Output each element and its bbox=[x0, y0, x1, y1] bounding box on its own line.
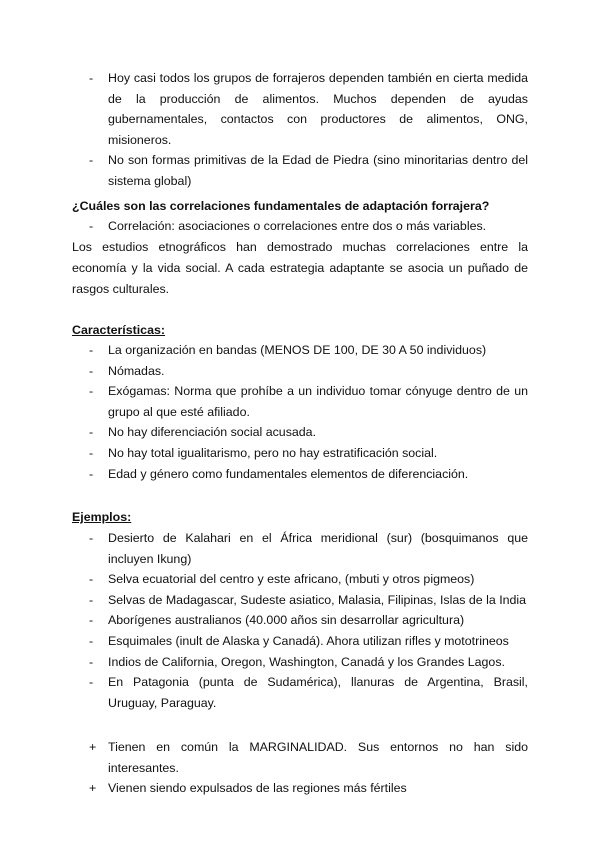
bullet-marker: - bbox=[89, 343, 94, 357]
list-item-text: Hoy casi todos los grupos de forrajeros dependen también en cierta medida de la producción de alimentos. Muchos dependen de ayudas gubernamentales, contactos con productores de alimentos, ONG, misioneros. bbox=[108, 71, 528, 147]
bullet-marker: - bbox=[89, 71, 94, 85]
list-item bbox=[0, 590, 600, 611]
list-item bbox=[0, 216, 600, 237]
closing-bullet-list bbox=[0, 737, 600, 799]
bullet-marker: - bbox=[89, 466, 94, 481]
examples-heading: Ejemplos: bbox=[72, 510, 132, 524]
bullet-marker: - bbox=[89, 219, 94, 233]
list-item-text: Indios de California, Oregon, Washington, Canadá y los Grandes Lagos. bbox=[108, 654, 505, 669]
correlations-paragraph: Los estudios etnográficos han demostrado muchas correlaciones entre la economía y la vida social. A cada estrategia adaptante se asocia un puñado de rasgos culturales. bbox=[72, 240, 528, 296]
list-item bbox=[0, 361, 600, 382]
list-item bbox=[0, 778, 600, 799]
intro-bullet-list bbox=[0, 68, 600, 192]
list-item bbox=[0, 631, 600, 652]
bullet-marker: - bbox=[89, 613, 94, 628]
list-item-text: Esquimales (inult de Alaska y Canadá). Ahora utilizan rifles y mototrineos bbox=[108, 633, 509, 648]
list-item bbox=[0, 443, 600, 464]
bullet-marker: - bbox=[89, 363, 94, 378]
list-item bbox=[0, 68, 600, 150]
list-item bbox=[0, 150, 600, 191]
list-item-text: Nómadas. bbox=[108, 363, 165, 378]
bullet-marker: + bbox=[89, 781, 97, 796]
bullet-marker: - bbox=[89, 531, 94, 545]
list-item bbox=[0, 464, 600, 485]
list-item-text: Vienen siendo expulsados de las regiones más fértiles bbox=[108, 781, 407, 796]
list-item bbox=[0, 422, 600, 443]
list-item-text: No son formas primitivas de la Edad de Piedra (sino minoritarias dentro del sistema global) bbox=[108, 153, 528, 188]
characteristics-bullet-list bbox=[0, 340, 600, 484]
list-item-text: En Patagonia (punta de Sudamérica), llanuras de Argentina, Brasil, Uruguay, Paraguay. bbox=[108, 675, 528, 710]
examples-bullet-list bbox=[0, 528, 600, 713]
list-item-text: No hay total igualitarismo, pero no hay estratificación social. bbox=[108, 445, 438, 460]
list-item bbox=[0, 528, 600, 569]
list-item-text: Correlación: asociaciones o correlaciones entre dos o más variables. bbox=[108, 219, 487, 233]
correlations-heading: ¿Cuáles son las correlaciones fundamentales de adaptación forrajera? bbox=[72, 199, 490, 213]
list-item-text: Selva ecuatorial del centro y este africano, (mbuti y otros pigmeos) bbox=[108, 572, 475, 587]
list-item bbox=[0, 652, 600, 673]
bullet-marker: - bbox=[89, 425, 94, 440]
list-item-text: Tienen en común la MARGINALIDAD. Sus entornos no han sido interesantes. bbox=[108, 740, 528, 775]
list-item-text: Selvas de Madagascar, Sudeste asiatico, Malasia, Filipinas, Islas de la India bbox=[108, 592, 527, 607]
list-item-text: Aborígenes australianos (40.000 años sin desarrollar agricultura) bbox=[108, 613, 465, 628]
bullet-marker: - bbox=[89, 633, 94, 648]
list-item bbox=[0, 672, 600, 713]
list-item-text: Desierto de Kalahari en el África meridional (sur) (bosquimanos que incluyen Ikung) bbox=[108, 531, 528, 566]
list-item bbox=[0, 610, 600, 631]
bullet-marker: - bbox=[89, 654, 94, 669]
list-item-text: No hay diferenciación social acusada. bbox=[108, 425, 317, 440]
bullet-marker: - bbox=[89, 445, 94, 460]
list-item-text: La organización en bandas (MENOS DE 100, DE 30 A 50 individuos) bbox=[108, 343, 487, 357]
list-item bbox=[0, 381, 600, 422]
list-item bbox=[0, 340, 600, 361]
list-item bbox=[0, 737, 600, 778]
bullet-marker: - bbox=[89, 675, 94, 690]
bullet-marker: - bbox=[89, 572, 94, 587]
list-item-text: Exógamas: Norma que prohíbe a un individuo tomar cónyuge dentro de un grupo al que esté afiliado. bbox=[108, 384, 528, 419]
bullet-marker: - bbox=[89, 384, 94, 399]
bullet-marker: - bbox=[89, 153, 94, 168]
list-item bbox=[0, 569, 600, 590]
bullet-marker: + bbox=[89, 740, 97, 754]
bullet-marker: - bbox=[89, 592, 94, 607]
characteristics-heading: Características: bbox=[72, 323, 165, 337]
list-item-text: Edad y género como fundamentales elementos de diferenciación. bbox=[108, 466, 469, 481]
correlations-bullet-list bbox=[0, 216, 600, 237]
